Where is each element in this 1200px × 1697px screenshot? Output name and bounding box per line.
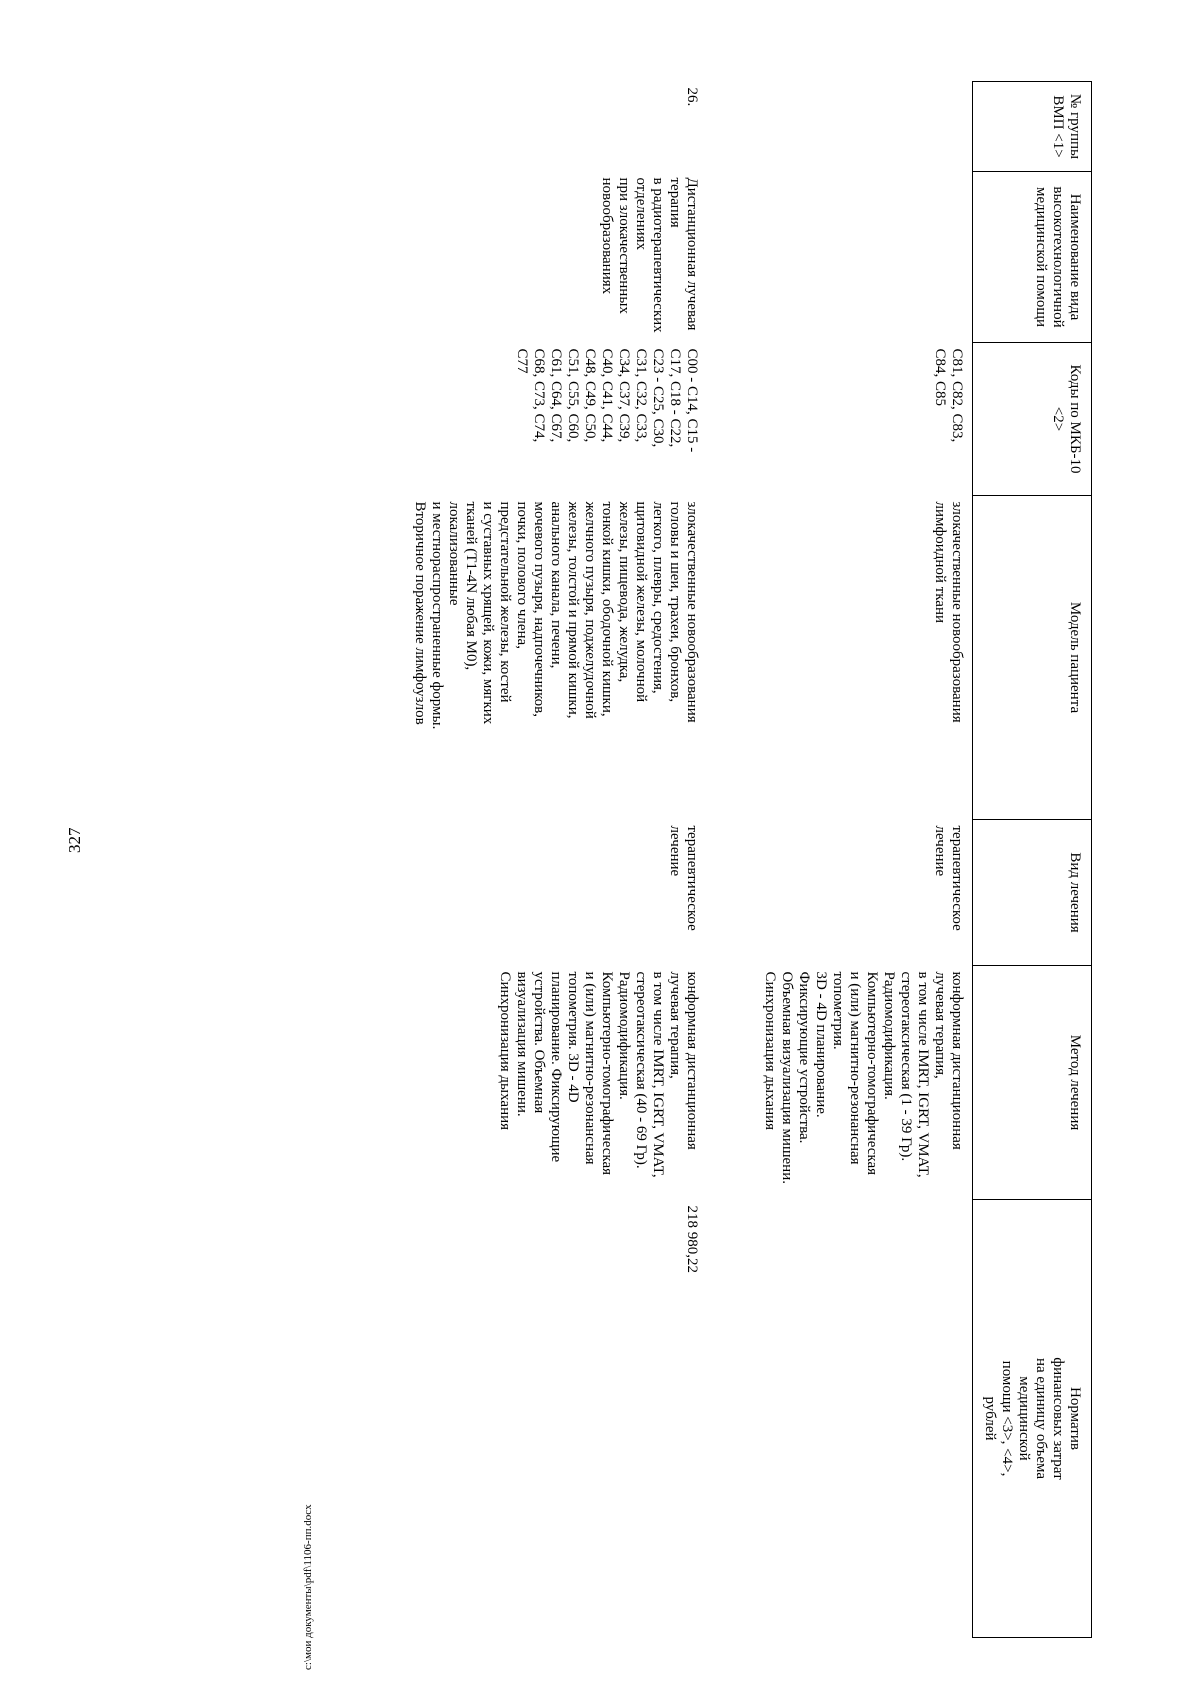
text-line: Наименование вида	[1067, 193, 1083, 321]
text-line: C40, C41, C44,	[599, 348, 615, 443]
cell-care-type-name	[411, 172, 707, 343]
text-line: желчного пузыря, поджелудочной	[582, 501, 598, 719]
text-line: локализованные	[446, 501, 462, 606]
text-line: Компьютерно-томографическая	[599, 971, 615, 1176]
text-line: C61, C64, C67,	[548, 348, 564, 443]
text-line: 3D - 4D планирование.	[813, 971, 829, 1118]
cell-cost-standard: 218 980,22	[684, 1205, 700, 1273]
text-line: C17, C18 - C22,	[667, 348, 683, 448]
text-line: лимфоидной ткани	[932, 501, 948, 624]
cell-icd10-codes	[411, 343, 707, 496]
cell-cost-standard	[707, 1200, 973, 1638]
cell-treatment-type	[411, 820, 707, 966]
footer-file-path: c:\мои документы\pdf\1106-пп.docx	[302, 1504, 314, 1670]
text-line: финансовых затрат	[1050, 1357, 1066, 1480]
text-line: лучевая терапия,	[932, 971, 948, 1079]
text-line: конформная дистанционная	[684, 971, 700, 1150]
text-line: Вид лечения	[1067, 852, 1083, 933]
text-line: лучевая терапия,	[667, 971, 683, 1079]
text-line: высокотехнологичной	[1050, 186, 1066, 328]
vmp-table	[411, 81, 1092, 1638]
text-line: щитовидной железы, молочной	[633, 501, 649, 703]
header-treatment-type	[973, 820, 1092, 966]
text-line: медицинской	[1016, 1376, 1032, 1461]
text-line: C84, C85	[932, 348, 948, 407]
text-line: стереотаксическая (1 - 39 Гр).	[898, 971, 914, 1162]
text-line: тканей (T1-4N любая M0),	[463, 501, 479, 671]
text-line: Компьютерно-томографическая	[864, 971, 880, 1176]
header-care-type-name	[973, 172, 1092, 343]
text-line: терапевтическое	[949, 825, 965, 931]
text-line: Объемная визуализация мишени.	[779, 971, 795, 1184]
text-line: C51, C55, C60,	[565, 348, 581, 443]
text-line: C23 - C25, C30,	[650, 348, 666, 448]
text-line: Коды по МКБ-10	[1067, 364, 1083, 474]
text-line: Дистанционная лучевая	[684, 177, 700, 331]
cell-group-number: 26.	[684, 87, 700, 107]
cell-treatment-method	[411, 966, 707, 1200]
cell-patient-model	[411, 496, 707, 820]
text-line: и суставных хрящей, кожи, мягких	[480, 501, 496, 725]
text-line: устройства. Объемная	[531, 971, 547, 1114]
text-line: мочевого пузыря, надпочечников,	[531, 501, 547, 717]
text-line: легкого, плевры, средостения,	[650, 501, 666, 694]
text-line: Модель пациента	[1067, 601, 1083, 714]
text-line: рублей	[982, 1396, 998, 1441]
text-line: в том числе IMRT, IGRT, VMAT,	[915, 971, 931, 1178]
text-line: топометрия.	[830, 971, 846, 1050]
text-line: лечение	[932, 825, 948, 877]
text-line: на единицу объема	[1033, 1357, 1049, 1480]
text-line: C00 - C14, C15 -	[684, 348, 700, 453]
cell-treatment-method	[707, 966, 973, 1200]
cell-care-type-name	[707, 172, 973, 343]
cell-icd10-codes	[707, 343, 973, 496]
text-line: C81, C82, C83,	[949, 348, 965, 443]
text-line: Радиомодификация.	[881, 971, 897, 1100]
text-line: стереотаксическая (40 - 69 Гр).	[633, 971, 649, 1169]
text-line: лечение	[667, 825, 683, 877]
header-cost-standard	[973, 1200, 1092, 1638]
text-line: тонкой кишки, ободочной кишки,	[599, 501, 615, 717]
text-line: C48, C49, C50,	[582, 348, 598, 443]
text-line: терапевтическое	[684, 825, 700, 931]
text-line: C77	[514, 348, 530, 374]
text-line: предстательной железы, костей	[497, 501, 513, 703]
text-line: и (или) магнитно-резонансная	[582, 971, 598, 1165]
text-line: новообразованиях	[599, 177, 615, 295]
text-line: в том числе IMRT, IGRT, VMAT,	[650, 971, 666, 1178]
table-row	[411, 82, 707, 1638]
header-treatment-method	[973, 966, 1092, 1200]
text-line: помощи <3>, <4>,	[999, 1360, 1015, 1477]
header-icd10-codes	[973, 343, 1092, 496]
text-line: анального канала, печени,	[548, 501, 564, 669]
cell-patient-model	[707, 496, 973, 820]
header-group-number	[973, 82, 1092, 172]
text-line: головы и шеи, трахеи, бронхов,	[667, 501, 683, 703]
text-line: Метод лечения	[1067, 1034, 1083, 1131]
text-line: Синхронизация дыхания	[497, 971, 513, 1131]
text-line: топометрия. 3D - 4D	[565, 971, 581, 1103]
text-line: железы, пищевода, желудка,	[616, 501, 632, 683]
text-line: и (или) магнитно-резонансная	[847, 971, 863, 1165]
table-row	[707, 82, 973, 1638]
text-line: в радиотерапевтических	[650, 177, 666, 333]
text-line: отделениях	[633, 177, 649, 251]
text-line: C68, C73, C74,	[531, 348, 547, 443]
cell-group-number	[707, 82, 973, 172]
text-line: при злокачественных	[616, 177, 632, 314]
text-line: C31, C32, C33,	[633, 348, 649, 443]
rotated-table-wrapper	[172, 81, 1092, 1637]
text-line: Радиомодификация.	[616, 971, 632, 1100]
text-line: Вторичное поражение лимфоузлов	[412, 501, 428, 725]
text-line: визуализация мишени.	[514, 971, 530, 1117]
cell-treatment-type	[707, 820, 973, 966]
page-number: 327	[65, 827, 84, 853]
text-line: терапия	[667, 177, 683, 228]
text-line: почки, полового члена,	[514, 501, 530, 649]
text-line: Норматив	[1067, 1387, 1083, 1450]
text-line: C34, C37, C39,	[616, 348, 632, 443]
text-line: планирование. Фиксирующие	[548, 971, 564, 1163]
text-line: <2>	[1050, 406, 1066, 432]
text-line: Фиксирующие устройства.	[796, 971, 812, 1144]
text-line: медицинской помощи	[1033, 187, 1049, 327]
text-line: железы, толстой и прямой кишки,	[565, 501, 581, 719]
text-line: и местнораспространенные формы.	[429, 501, 445, 730]
header-patient-model	[973, 496, 1092, 820]
text-line: Синхронизация дыхания	[762, 971, 778, 1131]
table-header-row	[973, 82, 1092, 1638]
text-line: злокачественные новообразования	[684, 501, 700, 723]
text-line: конформная дистанционная	[949, 971, 965, 1150]
text-line: № группы	[1067, 93, 1083, 160]
text-line: злокачественные новообразования	[949, 501, 965, 723]
text-line: ВМП <1>	[1050, 95, 1066, 158]
